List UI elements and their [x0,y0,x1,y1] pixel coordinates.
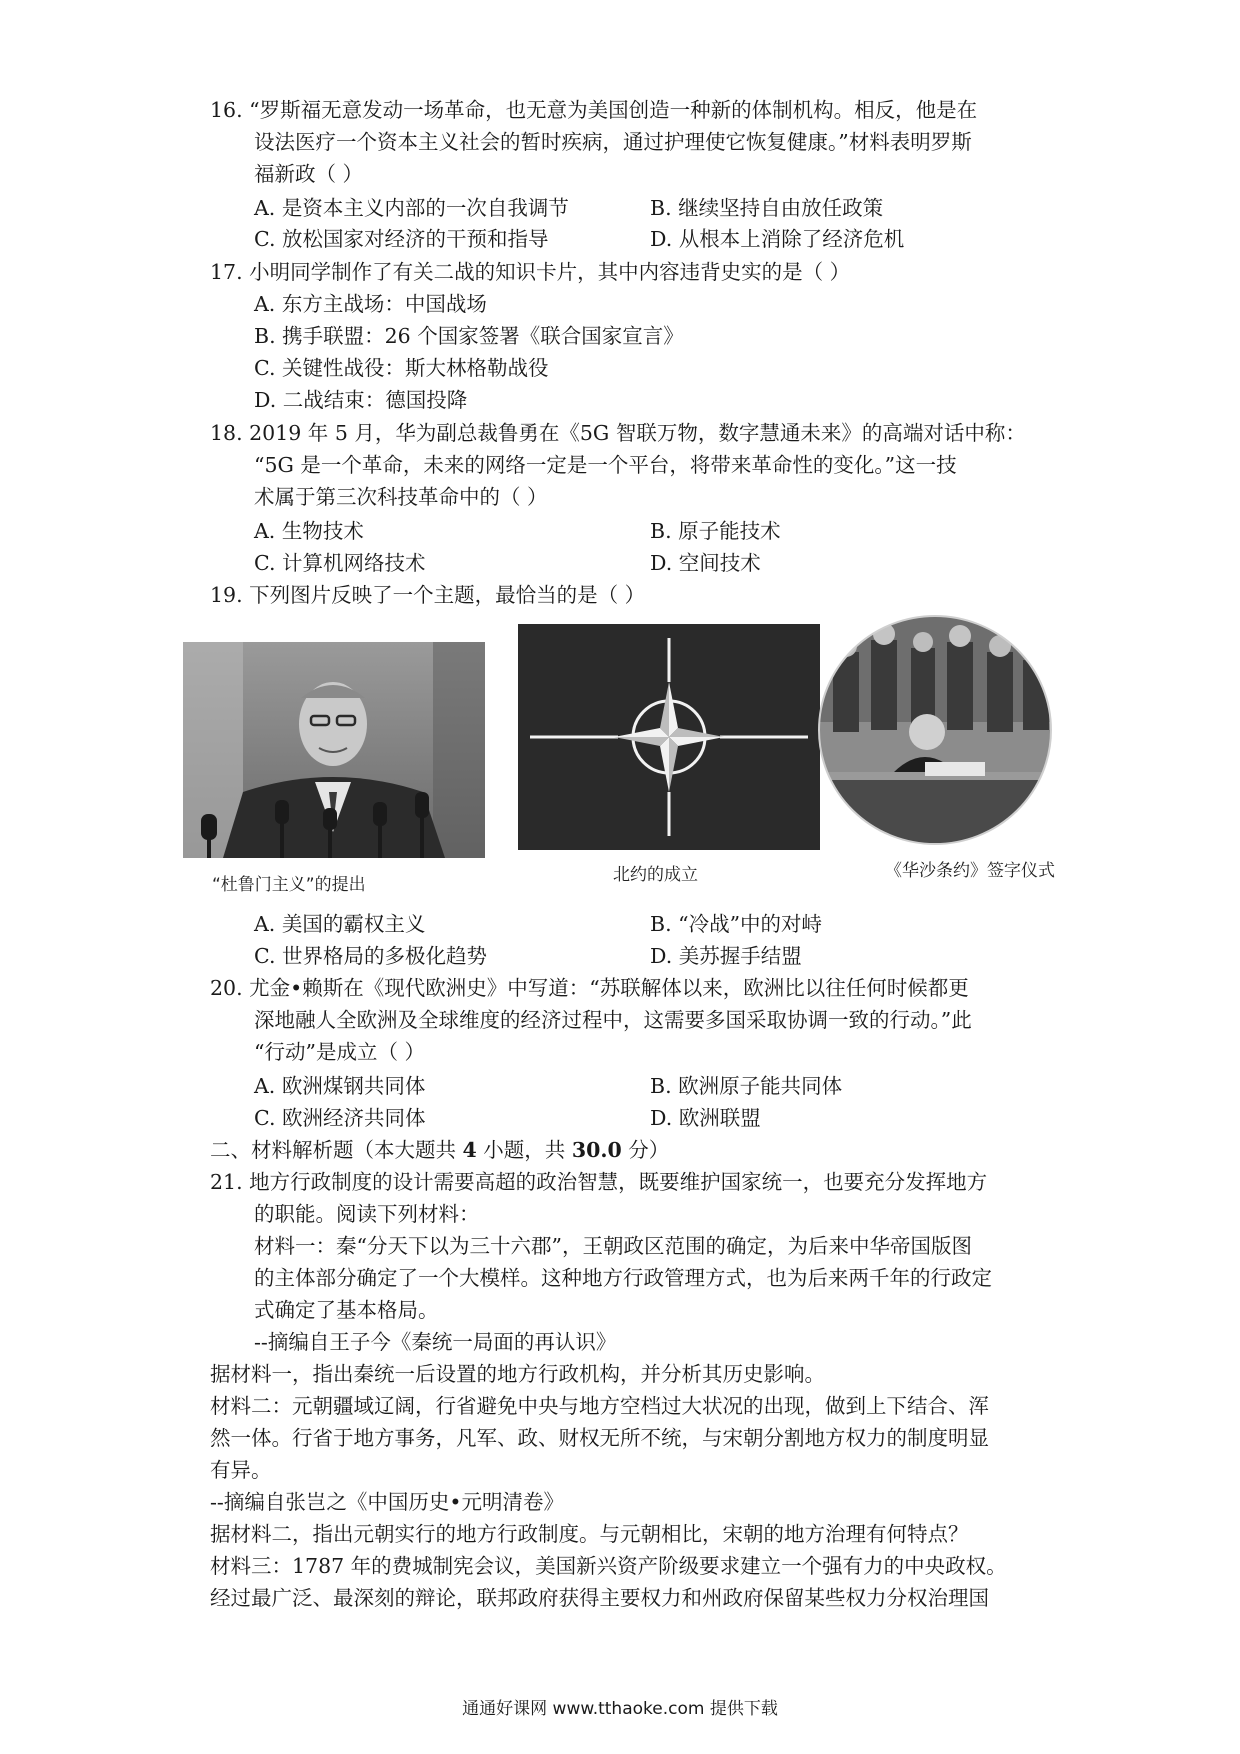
section-2-score: 30.0 [571,1138,622,1162]
q16-option-a: A. 是资本主义内部的一次自我调节 [254,196,569,220]
q17-option-b: B. 携手联盟：26 个国家签署《联合国家宣言》 [254,324,684,348]
q21-material1-line1: 材料一：秦“分天下以为三十六郡”，王朝政区范围的确定，为后来中华帝国版图 [254,1234,972,1258]
q17-option-a: A. 东方主战场：中国战场 [254,292,487,316]
q21-material2-line1: 材料二：元朝疆域辽阔，行省避免中央与地方空档过大状况的出现，做到上下结合、浑 [210,1394,989,1418]
q16-line3: 福新政（ ） [254,162,364,186]
q17-option-c: C. 关键性战役：斯大林格勒战役 [254,356,549,380]
q18-option-c: C. 计算机网络技术 [254,551,426,575]
q21-line2: 的职能。阅读下列材料： [254,1202,480,1226]
q21-material2-line3: 有异。 [210,1458,272,1482]
q21-question1: 据材料一，指出秦统一后设置的地方行政机构，并分析其历史影响。 [210,1362,825,1386]
q21-material3-line1: 材料三：1787 年的费城制宪会议，美国新兴资产阶级要求建立一个强有力的中央政权。 [210,1554,1007,1578]
q19-option-d: D. 美苏握手结盟 [650,944,802,968]
q18-line3: 术属于第三次科技革命中的（ ） [254,485,548,509]
q17-line1: 17. 小明同学制作了有关二战的知识卡片，其中内容违背史实的是（ ） [210,260,851,284]
q21-material3-line2: 经过最广泛、最深刻的辩论，联邦政府获得主要权力和州政府保留某些权力分权治理国 [210,1586,989,1610]
q20-option-c: C. 欧洲经济共同体 [254,1106,426,1130]
q16-line1: 16. “罗斯福无意发动一场革命，也无意为美国创造一种新的体制机构。相反，他是在 [210,98,978,122]
q16-line2: 设法医疗一个资本主义社会的暂时疾病，通过护理使它恢复健康。”材料表明罗斯 [254,130,972,154]
q18-line1: 18. 2019 年 5 月，华为副总裁鲁勇在《5G 智联万物，数字慧通未来》的高端对话中称： [210,421,1026,445]
q16-option-b: B. 继续坚持自由放任政策 [650,196,884,220]
q18-option-a: A. 生物技术 [254,519,364,543]
section-2-mid: 小题，共 [476,1138,572,1162]
q19-line1: 19. 下列图片反映了一个主题，最恰当的是（ ） [210,583,646,607]
q20-line3: “行动”是成立（ ） [254,1040,425,1064]
q17-option-d: D. 二战结束：德国投降 [254,388,468,412]
section-2-suffix: 分） [621,1138,670,1162]
q20-line2: 深地融人全欧洲及全球维度的经济过程中，这需要多国采取协调一致的行动。”此 [254,1008,972,1032]
nato-flag-image [518,624,820,850]
warsaw-pact-signing-photo [815,612,1055,848]
q20-option-a: A. 欧洲煤钢共同体 [254,1074,426,1098]
q21-material2-line2: 然一体。行省于地方事务，凡军、政、财权无所不统，与宋朝分割地方权力的制度明显 [210,1426,989,1450]
page-footer: 通通好课网 www.tthaoke.com 提供下载 [462,1699,778,1719]
q21-question2: 据材料二，指出元朝实行的地方行政制度。与元朝相比，宋朝的地方治理有何特点？ [210,1522,969,1546]
section-2-question-count: 4 [462,1138,477,1162]
q19-option-c: C. 世界格局的多极化趋势 [254,944,487,968]
caption-warsaw-pact-signing: 《华沙条约》签字仪式 [885,861,1055,881]
q18-option-d: D. 空间技术 [650,551,761,575]
q21-material1-line3: 式确定了基本格局。 [254,1298,439,1322]
caption-nato-founding: 北约的成立 [613,865,698,885]
q16-option-c: C. 放松国家对经济的干预和指导 [254,227,549,251]
section-2-prefix: 二、材料解析题（本大题共 [210,1138,463,1162]
section-2-heading [210,1135,669,1165]
q21-material1-line2: 的主体部分确定了一个大模样。这种地方行政管理方式，也为后来两千年的行政定 [254,1266,992,1290]
q20-option-d: D. 欧洲联盟 [650,1106,761,1130]
q21-line1: 21. 地方行政制度的设计需要高超的政治智慧，既要维护国家统一，也要充分发挥地方 [210,1170,988,1194]
caption-truman-doctrine: “杜鲁门主义”的提出 [212,875,366,895]
truman-doctrine-photo [183,642,485,858]
q18-option-b: B. 原子能技术 [650,519,781,543]
q19-option-a: A. 美国的霸权主义 [254,912,426,936]
q20-line1: 20. 尤金•赖斯在《现代欧洲史》中写道：“苏联解体以来，欧洲比以往任何时候都更 [210,976,969,1000]
q21-material1-source: --摘编自王子今《秦统一局面的再认识》 [254,1330,617,1354]
q20-option-b: B. 欧洲原子能共同体 [650,1074,843,1098]
q19-option-b: B. “冷战”中的对峙 [650,912,823,936]
q21-material2-source: --摘编自张岂之《中国历史•元明清卷》 [210,1490,564,1514]
q16-option-d: D. 从根本上消除了经济危机 [650,227,905,251]
q18-line2: “5G 是一个革命，未来的网络一定是一个平台，将带来革命性的变化。”这一技 [254,453,957,477]
